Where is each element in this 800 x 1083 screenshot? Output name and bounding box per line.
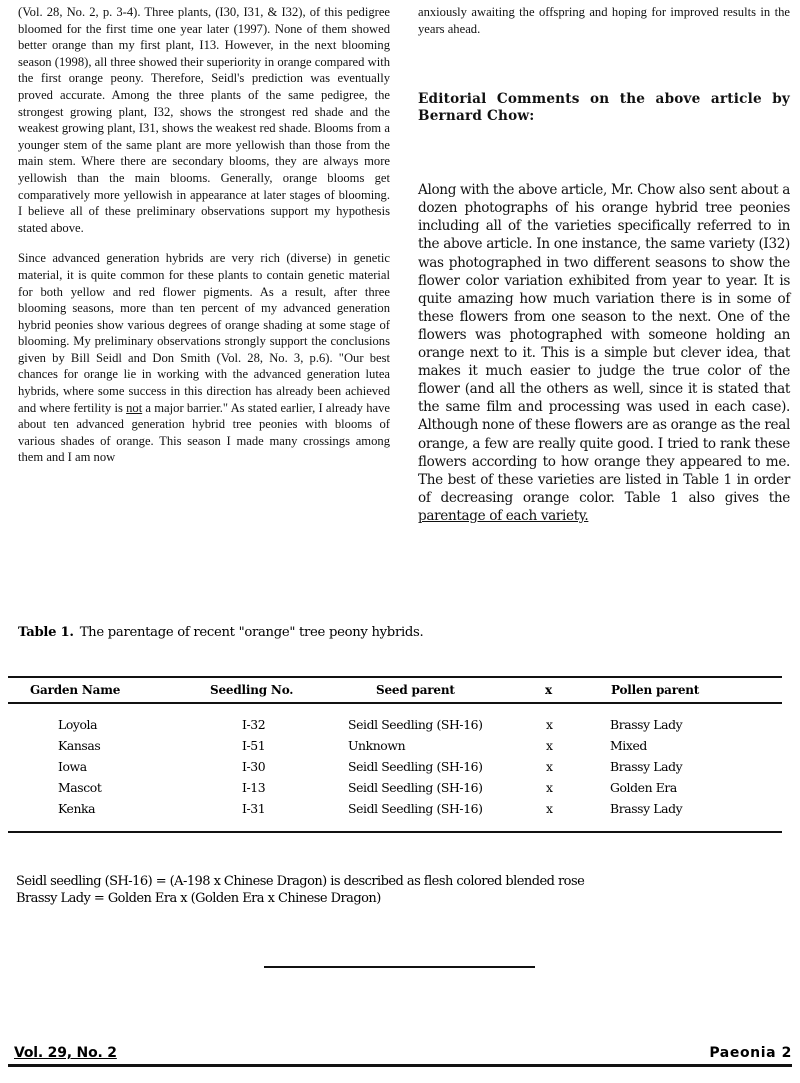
cell-garden-name: Iowa [58,759,87,774]
cell-pollen-parent: Brassy Lady [610,759,683,774]
table-row [8,798,782,819]
header-seed-parent: Seed parent [376,683,455,697]
editorial-body [418,181,790,525]
left-paragraph-1: (Vol. 28, No. 2, p. 3-4). Three plants, (I30, I31, & I32), of this pedigree bloomed for the first time one year later (1997). None of them showed better orange than my first plant, I13. However, in the next blooming season (1998), all three showed their superiority in orange compared with the first orange peony. Therefore, Seidl's prediction was eventually proved accurate. Among the three plants of the same pedigree, the strongest growing plant, I32, shows the strongest red shade and the weakest growing plant, I31, shows the weakest red shade. Blooms from a younger stem of the same plant are more yellowish than those from the main stem. Where there are secondary blooms, they are always more yellowish than the main blooms. Generally, orange blooms get comparatively more yellowish in appearance at later stages of blooming. I believe all of these preliminary observations support my hypothesis stated above. [18,5,390,235]
right-intro-paragraph: anxiously awaiting the offspring and hoping for improved results in the years ahead. [418,5,790,36]
table-row [8,777,782,798]
table-row [8,735,782,756]
cell-pollen-parent: Brassy Lady [610,717,683,732]
editorial-heading: Editorial Comments on the above article by Bernard Chow: [418,91,790,125]
cell-cross: x [546,717,553,732]
cell-seed-parent: Seidl Seedling (SH-16) [348,780,483,795]
cell-seed-parent: Unknown [348,738,406,753]
cell-seed-parent: Seidl Seedling (SH-16) [348,801,483,816]
cell-seedling-no: I-30 [242,759,266,774]
footer-rule [8,1064,792,1067]
table-caption-label: Table 1. [18,625,74,640]
left-column [18,4,390,466]
cell-cross: x [546,759,553,774]
left-paragraph-2 [18,250,390,466]
cell-garden-name: Kenka [58,801,96,816]
table-row [8,756,782,777]
parentage-table [8,676,782,833]
section-divider [264,966,535,968]
cell-seedling-no: I-51 [242,738,266,753]
cell-pollen-parent: Mixed [610,738,647,753]
header-pollen-parent: Pollen parent [611,683,700,697]
editorial-body-text: Along with the above article, Mr. Chow also sent about a dozen photographs of his orange hybrid tree peonies including all of the varieties specifically referred to in the above article. In one instance, the same variety (I32) was photographed in two different seasons to show the flower color variation exhibited from year to year. It is quite amazing how much variation there is in some of these flowers from one season to the next. One of the flowers was photographed with someone holding an orange next to it. This is a simple but clever idea, that makes it much easier to judge the true color of the flower (and all the others as well, since it is stated that the same film and processing was used in each case). Although none of these flowers are as orange as the real orange, a few are really quite good. I tried to rank these flowers according to how orange they appeared to me. The best of these varieties are listed in Table 1 in order of decreasing orange color. Table 1 also gives the [418,182,790,506]
cell-pollen-parent: Brassy Lady [610,801,683,816]
right-column [418,4,790,525]
cell-garden-name: Kansas [58,738,101,753]
footer-page: Paeonia 2 [709,1045,792,1061]
cell-seed-parent: Seidl Seedling (SH-16) [348,717,483,732]
header-garden-name: Garden Name [30,683,121,697]
header-cross: x [545,683,552,697]
table-row [8,714,782,735]
emphasis-not: not [126,400,143,415]
page-footer [8,1044,792,1070]
header-seedling-no: Seedling No. [210,683,294,697]
footnote-brassy-lady: Brassy Lady = Golden Era x (Golden Era x Chinese Dragon) [16,891,381,906]
cell-seedling-no: I-32 [242,717,266,732]
editorial-body-end: parentage of each variety. [418,507,589,524]
table-caption-text: The parentage of recent "orange" tree peony hybrids. [79,625,424,640]
cell-cross: x [546,738,553,753]
table-header-row [8,678,782,702]
footer-volume: Vol. 29, No. 2 [14,1045,117,1061]
cell-seedling-no: I-31 [242,801,266,816]
left-paragraph-2-part-b: a major barrier." As stated earlier, I already have about ten advanced generation hybrid tree peonies with blooms of various shades of orange. This season I made many crossings among them and I am now [18,400,390,465]
left-paragraph-2-part-a: Since advanced generation hybrids are very rich (diverse) in genetic material, it is quite common for these plants to contain genetic material for both yellow and red flower pigments. As a result, after three blooming seasons, more than ten percent of my advanced generation hybrid peonies show various degrees of orange shading at some stage of blooming. My preliminary observations strongly support the conclusions given by Bill Seidl and Don Smith (Vol. 28, No. 3, p.6). "Our best chances for orange lie in working with the advanced generation lutea hybrids, where some success in this direction has already been achieved and where fertility is [18,251,390,415]
cell-cross: x [546,801,553,816]
cell-pollen-parent: Golden Era [610,780,677,795]
table-caption [18,624,423,641]
cell-seed-parent: Seidl Seedling (SH-16) [348,759,483,774]
cell-garden-name: Loyola [58,717,98,732]
table-bottom-rule [8,831,782,833]
footnote-seidl-seedling: Seidl seedling (SH-16) = (A-198 x Chinese Dragon) is described as flesh colored blended rose [16,874,585,889]
cell-seedling-no: I-13 [242,780,266,795]
table-footnotes [16,873,584,907]
table-body [8,704,782,831]
cell-garden-name: Mascot [58,780,102,795]
cell-cross: x [546,780,553,795]
